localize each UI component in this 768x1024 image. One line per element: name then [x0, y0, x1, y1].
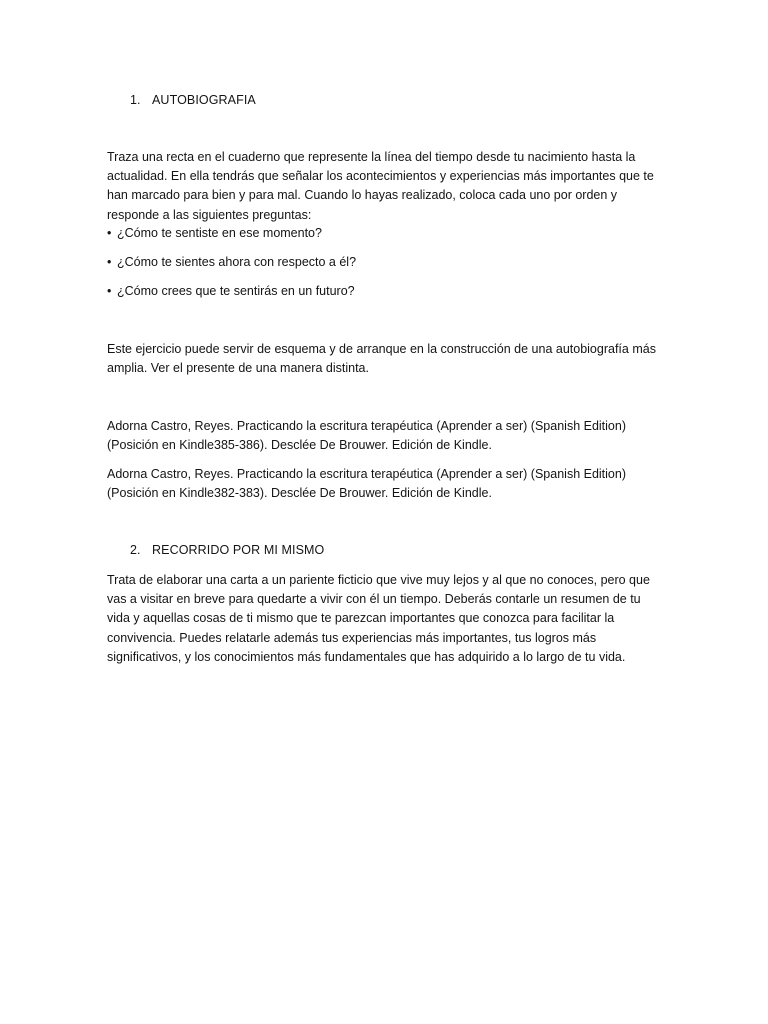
paragraph-line: significativos, y los conocimientos más fundamentales que has adquirido a lo largo de tu vida.	[107, 649, 626, 664]
question-text: ¿Cómo crees que te sentirás en un futuro?	[117, 284, 355, 298]
section-2-title: RECORRIDO POR MI MISMO	[152, 543, 325, 557]
citation-line: Adorna Castro, Reyes. Practicando la escritura terapéutica (Aprender a ser) (Spanish Edition)	[107, 419, 627, 433]
section-2-number: 2.	[130, 543, 141, 557]
paragraph-line: amplia. Ver el presente de una manera distinta.	[107, 361, 369, 376]
citation-line: (Posición en Kindle385-386). Desclée De Brouwer. Edición de Kindle.	[107, 438, 492, 453]
bullet-icon: •	[107, 284, 112, 298]
section-1-number: 1.	[130, 93, 141, 107]
paragraph-line: vida y aquellas cosas de ti mismo que te parezcan importantes que conozca para facilitar la	[107, 611, 615, 626]
question-item	[107, 253, 356, 272]
paragraph-line: han marcado para bien y para mal. Cuando lo hayas realizado, coloca cada uno por orden y	[107, 188, 618, 203]
paragraph-line: Trata de elaborar una carta a un pariente ficticio que vive muy lejos y al que no conoces, pero que	[107, 573, 650, 587]
section-1-intro-paragraph	[107, 148, 652, 225]
question-text: ¿Cómo te sientes ahora con respecto a él?	[117, 255, 357, 269]
citation-2	[107, 465, 652, 503]
question-item	[107, 224, 322, 243]
bullet-icon: •	[107, 226, 112, 240]
citation-line: Adorna Castro, Reyes. Practicando la escritura terapéutica (Aprender a ser) (Spanish Edition)	[107, 467, 627, 481]
paragraph-line: vas a visitar en breve para quedarte a vivir con él un tiempo. Deberás contarle un resumen de tu	[107, 592, 641, 607]
paragraph-line: responde a las siguientes preguntas:	[107, 207, 312, 222]
paragraph-line: Traza una recta en el cuaderno que represente la línea del tiempo desde tu nacimiento hasta la	[107, 150, 636, 164]
section-1-note-paragraph	[107, 340, 656, 378]
citation-line: (Posición en Kindle382-383). Desclée De Brouwer. Edición de Kindle.	[107, 486, 492, 501]
bullet-icon: •	[107, 255, 112, 269]
paragraph-line: Este ejercicio puede servir de esquema y de arranque en la construcción de una autobiografía más	[107, 342, 656, 356]
section-1-title: AUTOBIOGRAFIA	[152, 93, 256, 107]
question-text: ¿Cómo te sentiste en ese momento?	[117, 226, 322, 240]
paragraph-line: actualidad. En ella tendrás que señalar los acontecimientos y experiencias más importantes que te	[107, 169, 654, 184]
citation-1	[107, 417, 652, 455]
paragraph-line: convivencia. Puedes relatarle además tus experiencias más importantes, tus logros más	[107, 630, 597, 645]
question-item	[107, 282, 355, 301]
section-2-body-paragraph	[107, 571, 652, 667]
